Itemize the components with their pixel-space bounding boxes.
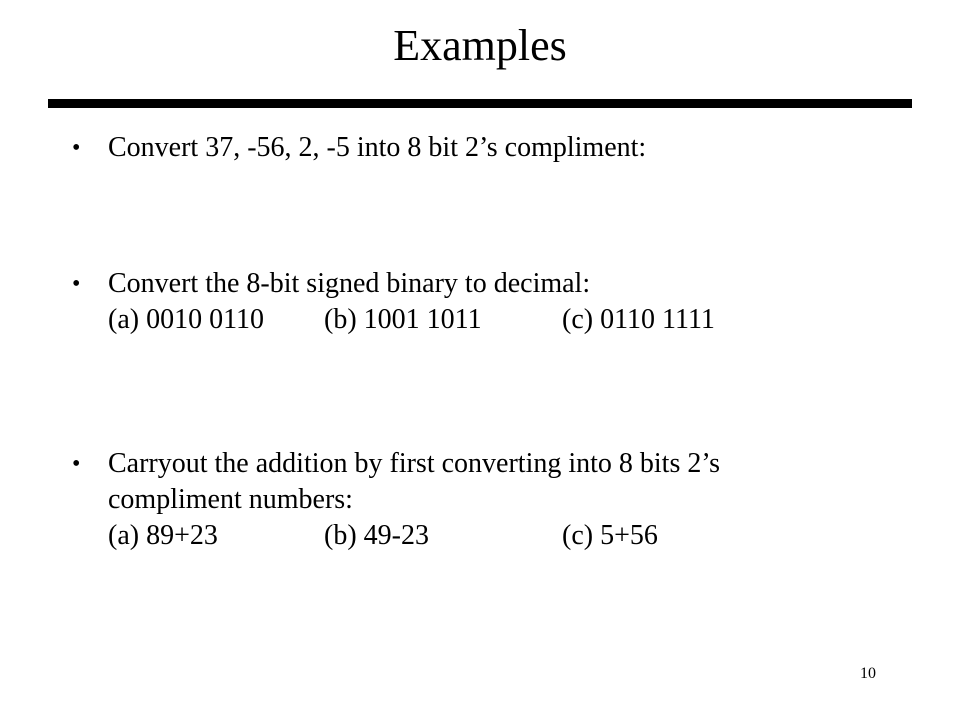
option-a: (a) 89+23 [108, 520, 218, 551]
options-row [108, 518, 912, 554]
bullet-marker: • [72, 271, 81, 297]
bullet-marker: • [72, 135, 81, 161]
option-b: (b) 49-23 [324, 520, 429, 551]
bullet-marker: • [72, 451, 81, 477]
bullet-text-line-2: compliment numbers: [108, 484, 353, 515]
bullet-text-line-1: Carryout the addition by first converting into 8 bits 2’s [108, 448, 721, 479]
option-a: (a) 0010 0110 [108, 304, 265, 335]
bullet-text: Convert 37, -56, 2, -5 into 8 bit 2’s compliment: [108, 132, 647, 163]
page-number: 10 [860, 665, 876, 682]
option-c: (c) 0110 1111 [562, 304, 715, 335]
bullet-item-addition-twos-complement [72, 446, 912, 554]
bullet-text: Convert the 8-bit signed binary to decimal: [108, 268, 591, 299]
title-divider [48, 99, 912, 108]
bullet-item-convert-to-twos-complement [72, 130, 912, 166]
option-b: (b) 1001 1011 [324, 304, 482, 335]
option-c: (c) 5+56 [562, 520, 658, 551]
bullet-item-binary-to-decimal [72, 266, 912, 338]
slide-title: Examples [393, 21, 567, 70]
options-row [108, 302, 912, 338]
